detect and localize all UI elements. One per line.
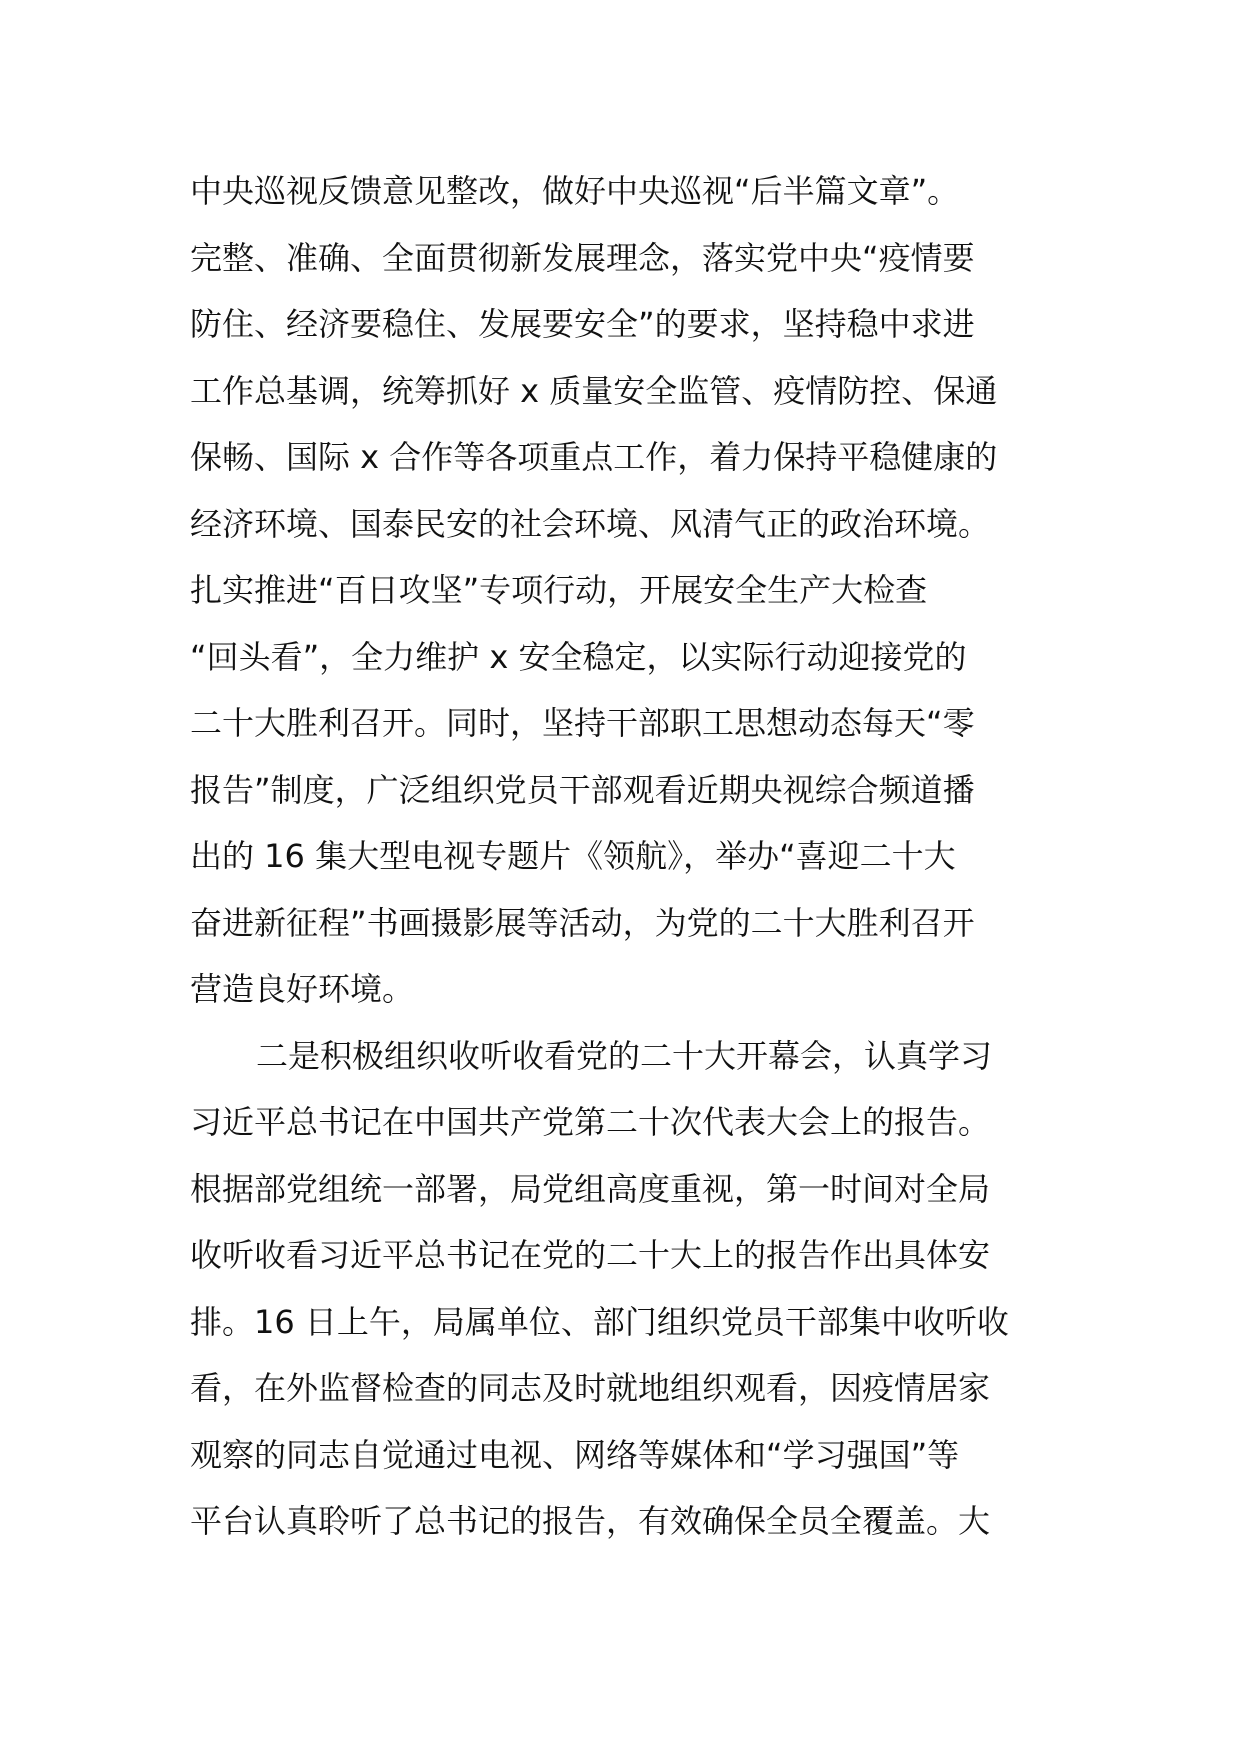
text-line: 看，在外监督检查的同志及时就地组织观看，因疫情居家 xyxy=(190,1369,991,1407)
text-line: 平台认真聆听了总书记的报告，有效确保全员全覆盖。大 xyxy=(190,1502,991,1540)
text-line: 保畅、国际 x 合作等各项重点工作，着力保持平稳健康的 xyxy=(190,438,998,476)
text-line: 出的 16 集大型电视专题片《领航》，举办“喜迎二十大 xyxy=(190,837,956,875)
text-line: “回头看”，全力维护 x 安全稳定，以实际行动迎接党的 xyxy=(190,637,967,676)
text-line: 扎实推进“百日攻坚”专项行动，开展安全生产大检查 xyxy=(190,571,928,609)
text-line: 收听收看习近平总书记在党的二十大上的报告作出具体安 xyxy=(190,1236,991,1274)
paragraph-start-line: 二是积极组织收听收看党的二十大开幕会，认真学习 xyxy=(256,1036,993,1075)
text-line: 根据部党组统一部署，局党组高度重视，第一时间对全局 xyxy=(190,1169,991,1208)
text-line: 奋进新征程”书画摄影展等活动，为党的二十大胜利召开 xyxy=(190,903,975,942)
text-line: 习近平总书记在中国共产党第二十次代表大会上的报告。 xyxy=(190,1103,991,1141)
text-line: 营造良好环境。 xyxy=(190,970,415,1008)
text-line: 防住、经济要稳住、发展要安全”的要求，坚持稳中求进 xyxy=(190,305,975,343)
text-line: 中央巡视反馈意见整改，做好中央巡视“后半篇文章”。 xyxy=(190,172,960,210)
text-line: 观察的同志自觉通过电视、网络等媒体和“学习强国”等 xyxy=(190,1435,960,1474)
text-line: 报告”制度，广泛组织党员干部观看近期央视综合频道播 xyxy=(190,770,975,809)
text-line: 经济环境、国泰民安的社会环境、风清气正的政治环境。 xyxy=(190,504,991,543)
text-line: 排。16 日上午，局属单位、部门组织党员干部集中收听收 xyxy=(190,1302,1009,1341)
text-line: 完整、准确、全面贯彻新发展理念，落实党中央“疫情要 xyxy=(190,238,975,277)
text-line: 二十大胜利召开。同时，坚持干部职工思想动态每天“零 xyxy=(190,704,975,742)
text-line: 工作总基调，统筹抓好 x 质量安全监管、疫情防控、保通 xyxy=(190,371,998,410)
body-text xyxy=(190,158,1060,1555)
